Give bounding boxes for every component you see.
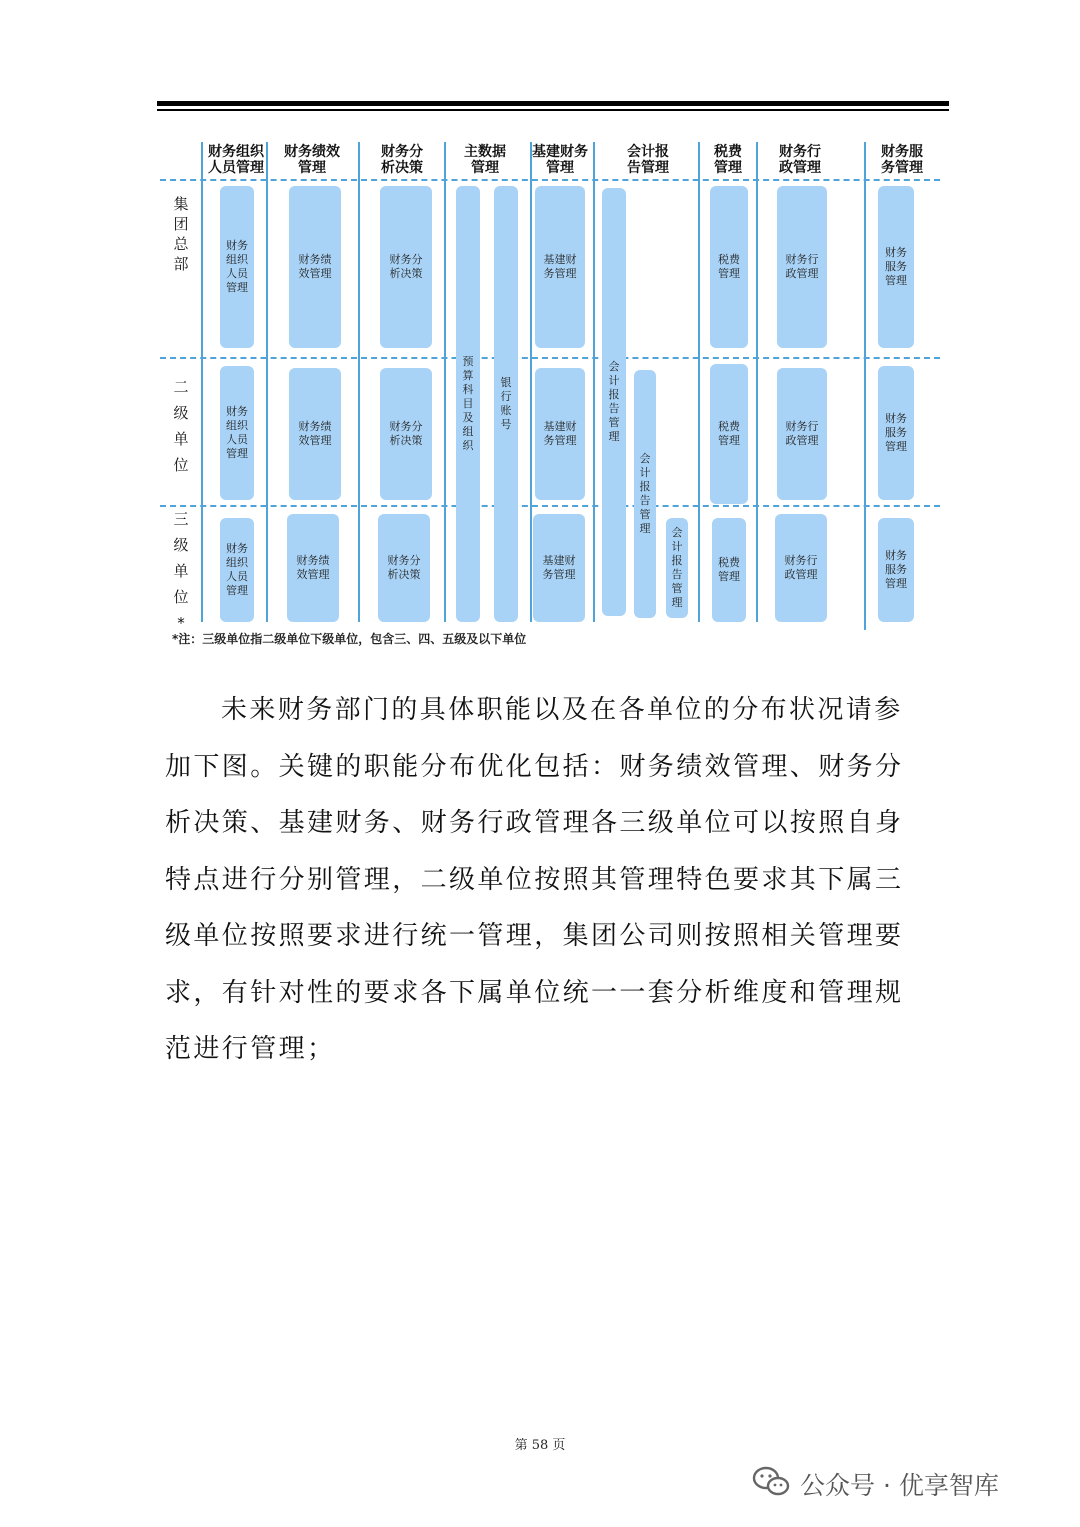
cell-service-hq: 财务 服务 管理 bbox=[878, 186, 914, 348]
cell-finance-org-tertiary: 财务 组织 人员 管理 bbox=[220, 518, 254, 622]
column-separator bbox=[201, 142, 203, 622]
column-separator bbox=[698, 142, 700, 622]
cell-finance-org-secondary: 财务 组织 人员 管理 bbox=[220, 366, 254, 500]
column-separator bbox=[530, 142, 532, 622]
cell-construction-tertiary: 基建财 务管理 bbox=[533, 514, 585, 622]
column-separator bbox=[593, 142, 595, 622]
cell-admin-tertiary: 财务行 政管理 bbox=[775, 514, 827, 622]
column-separator bbox=[444, 142, 446, 622]
column-header-master-data: 主数据 管理 bbox=[464, 144, 506, 176]
watermark-text: 公众号 · 优享智库 bbox=[800, 1471, 999, 1500]
cell-analysis-secondary: 财务分 析决策 bbox=[380, 368, 432, 500]
body-paragraph: 未来财务部门的具体职能以及在各单位的分布状况请参加下图。关键的职能分布优化包括：财务绩效管理、财务分析决策、基建财务、财务行政管理各三级单位可以按照自身特点进行分别管理，二级单位按照其管理特色要求其下属三级单位按照要求进行统一管理，集团公司则按照相关管理要求，有针对性的要求各下属单位统一一套分析维度和管理规范进行管理； bbox=[165, 695, 904, 1064]
row-separator bbox=[160, 357, 940, 359]
cell-analysis-tertiary: 财务分 析决策 bbox=[378, 514, 430, 622]
column-header-finance-org: 财务组织 人员管理 bbox=[208, 144, 264, 176]
header-rule-thin bbox=[157, 109, 949, 111]
row-separator bbox=[160, 505, 940, 507]
row-separator bbox=[160, 179, 940, 181]
column-separator bbox=[266, 142, 268, 622]
cell-finance-org-hq: 财务 组织 人员 管理 bbox=[220, 186, 254, 348]
row-label-tertiary-unit: 三 级 单 位 * bbox=[173, 510, 189, 632]
cell-service-tertiary: 财务 服务 管理 bbox=[878, 518, 914, 622]
master-data-budget-bar: 预 算 科 目 及 组 织 bbox=[456, 186, 480, 622]
cell-performance-tertiary: 财务绩 效管理 bbox=[287, 514, 339, 622]
column-separator bbox=[756, 142, 758, 622]
column-separator bbox=[358, 142, 360, 622]
row-label-group-hq: 集 团 总 部 bbox=[173, 195, 189, 273]
column-header-performance: 财务绩效 管理 bbox=[284, 144, 340, 176]
cell-performance-hq: 财务绩 效管理 bbox=[289, 186, 341, 348]
header-rule-thick bbox=[157, 101, 949, 106]
cell-construction-hq: 基建财 务管理 bbox=[535, 186, 585, 348]
accounting-report-bar-hq: 会 计 报 告 管 理 bbox=[602, 188, 626, 616]
wechat-icon bbox=[752, 1465, 790, 1503]
column-header-service: 财务服 务管理 bbox=[881, 144, 923, 176]
column-header-construction: 基建财务 管理 bbox=[532, 144, 588, 176]
cell-admin-hq: 财务行 政管理 bbox=[777, 186, 827, 348]
cell-tax-secondary: 税费 管理 bbox=[710, 364, 748, 504]
cell-tax-hq: 税费 管理 bbox=[710, 186, 748, 348]
diagram-footnote: *注：三级单位指二级单位下级单位，包含三、四、五级及以下单位 bbox=[172, 632, 527, 646]
cell-construction-secondary: 基建财 务管理 bbox=[535, 368, 585, 500]
accounting-report-bar-secondary: 会 计 报 告 管 理 bbox=[634, 370, 656, 618]
column-header-admin: 财务行 政管理 bbox=[779, 144, 821, 176]
cell-admin-secondary: 财务行 政管理 bbox=[777, 368, 827, 500]
accounting-report-bar-tertiary: 会 计 报 告 管 理 bbox=[666, 518, 688, 618]
column-header-analysis: 财务分 析决策 bbox=[381, 144, 423, 176]
cell-analysis-hq: 财务分 析决策 bbox=[380, 186, 432, 348]
watermark bbox=[752, 1464, 999, 1504]
column-header-tax: 税费 管理 bbox=[714, 144, 742, 176]
page-number: 第 58 页 bbox=[514, 1438, 566, 1453]
cell-tax-tertiary: 税费 管理 bbox=[712, 518, 746, 622]
master-data-bank-bar: 银 行 账 号 bbox=[494, 186, 518, 622]
row-label-secondary-unit: 二 级 单 位 bbox=[173, 378, 189, 474]
cell-service-secondary: 财务 服务 管理 bbox=[878, 366, 914, 500]
column-separator bbox=[864, 142, 866, 630]
column-header-accounting: 会计报 告管理 bbox=[627, 144, 669, 176]
function-distribution-diagram bbox=[160, 138, 950, 658]
cell-performance-secondary: 财务绩 效管理 bbox=[289, 368, 341, 500]
